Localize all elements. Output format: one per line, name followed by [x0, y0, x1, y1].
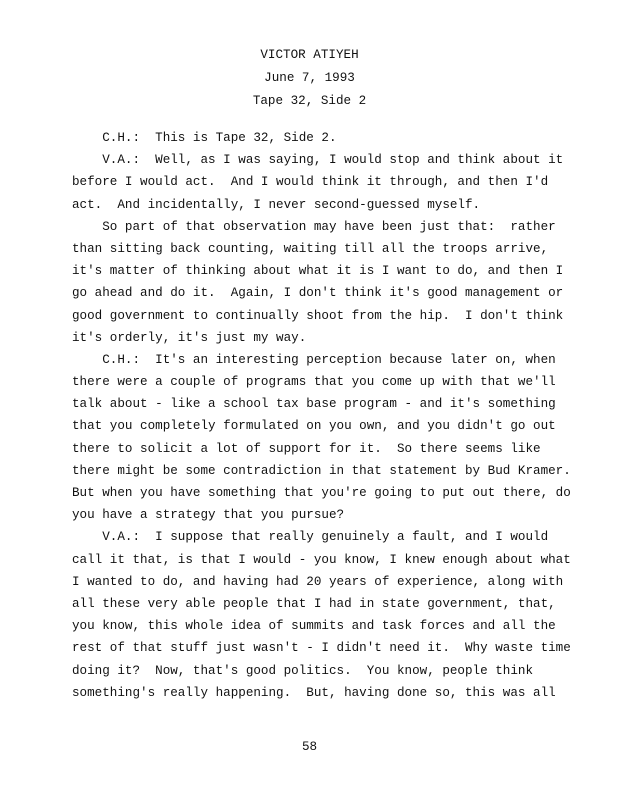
transcript-line: something's really happening. But, having done so, this was all [72, 685, 556, 700]
transcript-line: there were a couple of programs that you come up with that we'll [72, 375, 556, 390]
transcript-line: it's matter of thinking about what it is I want to do, and then I [72, 264, 564, 279]
transcript-line: talk about - like a school tax base program - and it's something [72, 397, 556, 412]
transcript-body [72, 127, 571, 704]
page-header [0, 44, 619, 113]
tape-label: Tape 32, Side 2 [252, 94, 367, 108]
transcript-line: there might be some contradiction in that statement by Bud Kramer. [72, 463, 571, 478]
transcript-line: it's orderly, it's just my way. [72, 330, 307, 345]
transcript-line: call it that, is that I would - you know, I knew enough about what [72, 552, 571, 567]
transcript-line: C.H.: This is Tape 32, Side 2. [72, 131, 337, 145]
transcript-line: all these very able people that I had in state government, that, [72, 596, 556, 611]
transcript-paragraph [72, 127, 552, 149]
transcript-paragraph [72, 216, 564, 349]
transcript-line: go ahead and do it. Again, I don't think it's good management or [72, 286, 564, 301]
transcript-paragraph [72, 349, 571, 527]
interview-date: June 7, 1993 [264, 71, 355, 85]
transcript-line: C.H.: It's an interesting perception because later on, when [72, 352, 556, 367]
transcript-line: V.A.: I suppose that really genuinely a fault, and I would [72, 530, 549, 545]
transcript-line: before I would act. And I would think it through, and then I'd [72, 175, 549, 190]
transcript-line: rest of that stuff just wasn't - I didn't need it. Why waste time [72, 641, 571, 656]
transcript-line: you know, this whole idea of summits and task forces and all the [72, 619, 556, 634]
transcript-line: I wanted to do, and having had 20 years of experience, along with [72, 574, 564, 589]
transcript-line: V.A.: Well, as I was saying, I would stop and think about it [72, 153, 564, 168]
interviewee-name: VICTOR ATIYEH [260, 48, 359, 62]
transcript-line: than sitting back counting, waiting till all the troops arrive, [72, 241, 549, 256]
transcript-line: good government to continually shoot from the hip. I don't think [72, 308, 564, 323]
transcript-line: doing it? Now, that's good politics. You know, people think [72, 663, 534, 678]
transcript-paragraph [72, 149, 564, 216]
transcript-line: But when you have something that you're going to put out there, do [72, 486, 571, 500]
page-number: 58 [301, 740, 318, 754]
transcript-paragraph [72, 526, 571, 704]
transcript-line: So part of that observation may have been just that: rather [72, 219, 556, 234]
transcript-line: you have a strategy that you pursue? [72, 508, 345, 523]
transcript-line: there to solicit a lot of support for it. So there seems like [72, 441, 541, 456]
transcript-line: that you completely formulated on you own, and you didn't go out [72, 419, 556, 434]
transcript-line: act. And incidentally, I never second-guessed myself. [72, 197, 481, 212]
